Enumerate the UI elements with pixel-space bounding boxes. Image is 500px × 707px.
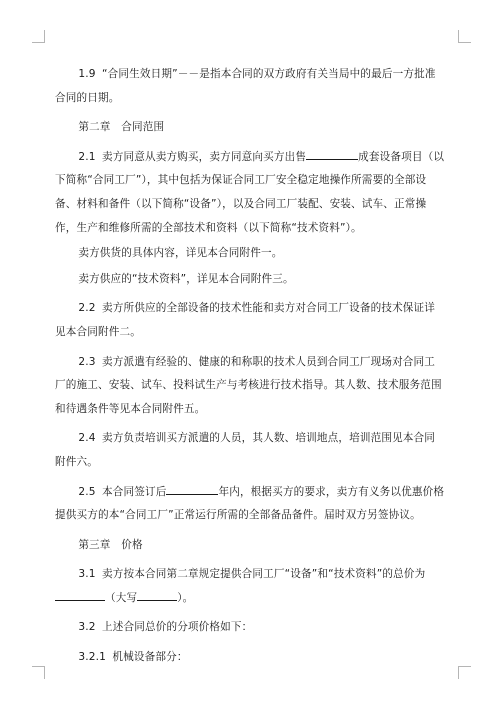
- crop-mark-top-right: [458, 30, 471, 43]
- fill-blank: [166, 482, 218, 495]
- clause-text: ）。: [177, 591, 194, 604]
- chapter-3-heading: [55, 534, 445, 558]
- clause-number: 1.9: [78, 68, 96, 80]
- fill-blank: [137, 588, 177, 601]
- crop-mark-bottom-left: [32, 666, 45, 679]
- clause-text: （大写: [105, 591, 138, 604]
- chapter-title: 第三章 价格: [78, 538, 143, 551]
- clause-2-1-supply: [55, 242, 445, 266]
- clause-text: 卖方供应的“技术资料”，详见本合同附件三。: [78, 272, 294, 285]
- clause-number: 3.2: [78, 621, 96, 634]
- clause-text: “合同生效日期”－－是指本合同的双方政府有关当局中的最后一方批准合同的日期。: [55, 68, 436, 104]
- clause-3-1: [55, 563, 445, 610]
- clause-number: 3.1: [78, 568, 96, 581]
- clause-number: 2.2: [78, 302, 96, 315]
- document-body: [55, 63, 445, 676]
- clause-2-1: [55, 146, 445, 240]
- clause-text: 卖方所供应的全部设备的技术性能和卖方对合同工厂设备的技术保证详见本合同附件二。: [55, 302, 436, 338]
- clause-3-2-1: [55, 646, 445, 670]
- clause-number: 3.2.1: [78, 651, 107, 664]
- fill-blank: [55, 588, 80, 601]
- fill-blank: [80, 588, 105, 601]
- clause-number: 2.4: [78, 432, 96, 445]
- clause-2-5: [55, 481, 445, 528]
- clause-2-4: [55, 427, 445, 474]
- clause-text: 卖方派遣有经验的、健康的和称职的技术人员到合同工厂现场对合同工厂的施工、安装、试车、投料试生产与考核进行技术指导。其人数、技术服务范围和待遇条件等见本合同附件五。: [55, 355, 442, 415]
- clause-text: 卖方按本合同第二章规定提供合同工厂“设备”和“技术资料”的总价为: [101, 568, 426, 581]
- clause-text: 本合同签订后: [101, 485, 167, 498]
- clause-2-2: [55, 297, 445, 344]
- clause-3-2: [55, 616, 445, 640]
- clause-2-1-tech-docs: [55, 268, 445, 292]
- clause-text: 年内，根据买方的要求，卖方有义务以优惠价格提供买方的本“合同工厂”正常运行所需的全部备品备件。届时双方另签协议。: [55, 485, 445, 522]
- clause-2-3: [55, 351, 445, 422]
- clause-number: 2.3: [78, 355, 96, 368]
- chapter-2-heading: [55, 116, 445, 140]
- clause-text: 成套设备项目（以下简称“合同工厂”），其中包括为保证合同工厂安全稳定地操作所需要的全部设备、材料和备件（以下简称“设备”），以及合同工厂装配、安装、试车、正常操作，生产和维修所需的全部技术和资料（以下简称“技术资料”）。: [55, 150, 445, 234]
- clause-1-9: [55, 63, 445, 110]
- clause-text: 上述合同总价的分项价格如下：: [101, 621, 253, 634]
- crop-mark-bottom-right: [458, 666, 471, 679]
- clause-text: 卖方同意从卖方购买，卖方同意向买方出售: [101, 150, 307, 163]
- clause-number: 2.1: [78, 150, 96, 163]
- clause-text: 机械设备部分：: [112, 651, 188, 664]
- chapter-title: 第二章 合同范围: [78, 121, 165, 134]
- fill-blank: [306, 147, 358, 160]
- clause-number: 2.5: [78, 485, 96, 498]
- clause-text: 卖方供货的具体内容，详见本合同附件一。: [78, 247, 283, 260]
- crop-mark-top-left: [32, 30, 45, 43]
- clause-text: 卖方负责培训买方派遣的人员，其人数、培训地点，培训范围见本合同附件六。: [55, 432, 436, 468]
